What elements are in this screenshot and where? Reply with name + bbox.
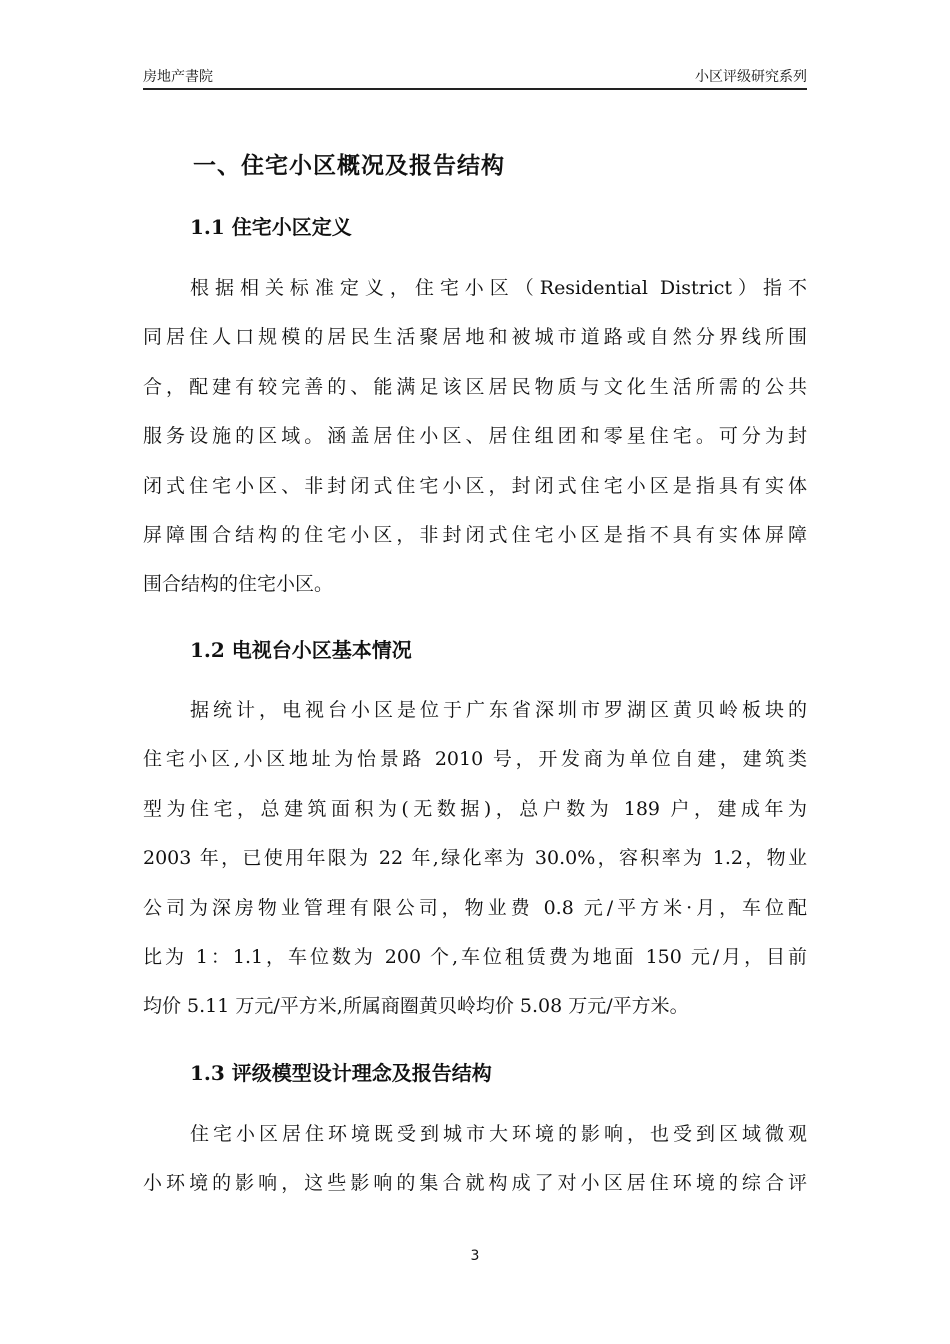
section-title-1-1: 1.1 住宅小区定义	[190, 215, 352, 239]
text-line: 住宅小区居住环境既受到城市大环境的影响，也受到区域微观	[190, 1123, 807, 1145]
text-line: 均价 5.11 万元/平方米,所属商圈黄贝岭均价 5.08 万元/平方米。	[143, 995, 689, 1018]
text-line: 屏障围合结构的住宅小区，非封闭式住宅小区是指不具有实体屏障	[143, 524, 807, 547]
text-line: 小环境的影响，这些影响的集合就构成了对小区居住环境的综合评	[143, 1172, 807, 1195]
text-line: 比为 1：1.1，车位数为 200 个,车位租赁费为地面 150 元/月，目前	[143, 946, 807, 969]
section-title-1-2: 1.2 电视台小区基本情况	[190, 638, 412, 662]
section-title-1-3: 1.3 评级模型设计理念及报告结构	[190, 1061, 492, 1085]
text-line: 据统计，电视台小区是位于广东省深圳市罗湖区黄贝岭板块的	[190, 699, 807, 721]
chapter-title: 一、住宅小区概况及报告结构	[193, 152, 505, 179]
text-line: 合，配建有较完善的、能满足该区居民物质与文化生活所需的公共	[143, 375, 807, 398]
text-line: 根据相关标准定义，住宅小区（Residential District）指不	[190, 277, 807, 299]
text-line: 住宅小区,小区地址为怡景路 2010 号，开发商为单位自建，建筑类	[143, 748, 807, 771]
section-1-3-paragraph	[143, 1110, 807, 1209]
text-line: 围合结构的住宅小区。	[143, 573, 334, 596]
text-line: 同居住人口规模的居民生活聚居地和被城市道路或自然分界线所围	[143, 326, 807, 349]
text-line: 型为住宅，总建筑面积为(无数据)，总户数为 189 户，建成年为	[143, 797, 807, 820]
page-number: 3	[470, 1248, 480, 1264]
section-1-1-paragraph	[143, 264, 807, 610]
header-publisher: 房地产書院	[143, 69, 213, 85]
text-line: 服务设施的区域。涵盖居住小区、居住组团和零星住宅。可分为封	[143, 425, 807, 448]
header-series-title: 小区评级研究系列	[695, 69, 807, 85]
text-line: 公司为深房物业管理有限公司，物业费 0.8 元/平方米·月，车位配	[143, 896, 807, 919]
text-line: 2003 年，已使用年限为 22 年,绿化率为 30.0%，容积率为 1.2，物业	[143, 847, 807, 870]
section-1-2-paragraph	[143, 686, 807, 1032]
text-line: 闭式住宅小区、非封闭式住宅小区，封闭式住宅小区是指具有实体	[143, 474, 807, 497]
page-header	[143, 66, 807, 90]
